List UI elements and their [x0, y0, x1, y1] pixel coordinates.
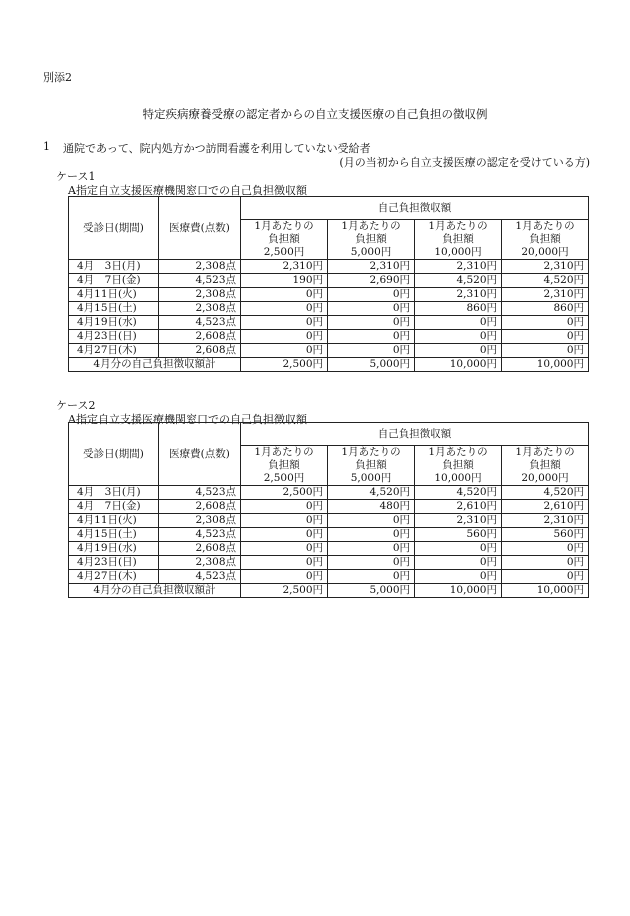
cap-line-2: 負担額	[355, 459, 387, 471]
cell-amount: 480円	[328, 500, 415, 514]
cell-amount: 560円	[502, 528, 589, 542]
cell-amount: 4,520円	[415, 486, 502, 500]
cell-amount: 0円	[415, 330, 502, 344]
col-header-fee: 医療費(点数)	[159, 197, 241, 260]
table-row	[69, 500, 589, 514]
cell-fee: 2,608点	[159, 330, 241, 344]
cell-amount: 860円	[415, 302, 502, 316]
cell-date: 4月 3日(月)	[69, 260, 159, 274]
cap-amount: 5,000円	[350, 472, 392, 484]
cap-amount: 20,000円	[521, 246, 569, 258]
cell-total: 10,000円	[415, 358, 502, 372]
total-label: 4月分の自己負担徴収額計	[69, 358, 241, 372]
col-header-cap-1	[241, 220, 328, 260]
cap-line-1: 1月あたりの	[515, 446, 575, 458]
cell-fee: 4,523点	[159, 274, 241, 288]
cell-fee: 2,308点	[159, 288, 241, 302]
cell-fee: 2,608点	[159, 542, 241, 556]
cell-amount: 0円	[415, 542, 502, 556]
cell-total: 10,000円	[415, 584, 502, 598]
cell-date: 4月19日(水)	[69, 542, 159, 556]
cell-amount: 0円	[415, 570, 502, 584]
col-header-cap-2	[328, 446, 415, 486]
cell-amount: 0円	[502, 330, 589, 344]
col-header-cap-3	[415, 446, 502, 486]
cell-fee: 4,523点	[159, 486, 241, 500]
col-header-cap-4	[502, 220, 589, 260]
section-title: 通院であって、院内処方かつ訪問看護を利用していない受給者	[63, 142, 371, 155]
cap-amount: 2,500円	[263, 246, 305, 258]
cell-fee: 2,308点	[159, 302, 241, 316]
cap-amount: 20,000円	[521, 472, 569, 484]
cell-fee: 4,523点	[159, 528, 241, 542]
cap-line-1: 1月あたりの	[254, 220, 314, 232]
cell-amount: 0円	[502, 316, 589, 330]
cell-amount: 860円	[502, 302, 589, 316]
table-row	[69, 542, 589, 556]
cell-amount: 0円	[502, 556, 589, 570]
cell-total: 2,500円	[241, 358, 328, 372]
cell-amount: 0円	[502, 344, 589, 358]
case-1-description: A指定自立支援医療機関窓口での自己負担徴収額	[68, 184, 307, 197]
cell-amount: 0円	[328, 542, 415, 556]
cell-amount: 2,310円	[502, 514, 589, 528]
table-row	[69, 274, 589, 288]
cell-date: 4月23日(日)	[69, 330, 159, 344]
total-label: 4月分の自己負担徴収額計	[69, 584, 241, 598]
col-header-group: 自己負担徴収額	[241, 423, 589, 446]
cell-amount: 0円	[328, 302, 415, 316]
cell-amount: 0円	[415, 316, 502, 330]
case-2-table	[68, 422, 589, 598]
cell-amount: 0円	[328, 528, 415, 542]
cell-date: 4月15日(土)	[69, 302, 159, 316]
cell-amount: 0円	[502, 542, 589, 556]
cap-line-2: 負担額	[529, 233, 561, 245]
cell-date: 4月 7日(金)	[69, 500, 159, 514]
cell-date: 4月 3日(月)	[69, 486, 159, 500]
col-header-fee: 医療費(点数)	[159, 423, 241, 486]
cell-amount: 0円	[328, 344, 415, 358]
cap-line-1: 1月あたりの	[428, 446, 488, 458]
cell-amount: 0円	[241, 330, 328, 344]
col-header-cap-4	[502, 446, 589, 486]
cell-amount: 0円	[328, 316, 415, 330]
col-header-cap-2	[328, 220, 415, 260]
cell-amount: 0円	[328, 514, 415, 528]
header-row	[69, 197, 589, 220]
table-row	[69, 570, 589, 584]
cell-amount: 0円	[328, 556, 415, 570]
cell-amount: 2,310円	[415, 514, 502, 528]
cell-amount: 2,310円	[241, 260, 328, 274]
cell-amount: 0円	[328, 570, 415, 584]
case-2-description: A指定自立支援医療機関窓口での自己負担徴収額	[68, 413, 307, 426]
cap-amount: 5,000円	[350, 246, 392, 258]
cap-line-2: 負担額	[529, 459, 561, 471]
cap-line-1: 1月あたりの	[254, 446, 314, 458]
cell-amount: 0円	[241, 288, 328, 302]
table-row	[69, 260, 589, 274]
cell-amount: 0円	[241, 514, 328, 528]
cell-amount: 0円	[415, 556, 502, 570]
cell-amount: 0円	[241, 542, 328, 556]
cell-date: 4月11日(火)	[69, 514, 159, 528]
document-title: 特定疾病療養受療の認定者からの自立支援医療の自己負担の徴収例	[142, 107, 488, 121]
cell-amount: 2,310円	[502, 288, 589, 302]
cap-line-1: 1月あたりの	[515, 220, 575, 232]
col-header-cap-3	[415, 220, 502, 260]
cell-amount: 4,520円	[328, 486, 415, 500]
col-header-group: 自己負担徴収額	[241, 197, 589, 220]
cell-total: 5,000円	[328, 358, 415, 372]
cap-line-2: 負担額	[442, 459, 474, 471]
cell-amount: 2,310円	[415, 288, 502, 302]
cell-amount: 4,520円	[415, 274, 502, 288]
annex-label: 別添2	[43, 71, 72, 84]
header-row	[69, 423, 589, 446]
cell-amount: 4,520円	[502, 486, 589, 500]
table-row	[69, 330, 589, 344]
table-row	[69, 486, 589, 500]
cell-amount: 0円	[415, 344, 502, 358]
cell-date: 4月27日(木)	[69, 344, 159, 358]
cap-line-2: 負担額	[442, 233, 474, 245]
col-header-cap-1	[241, 446, 328, 486]
case-1-label: ケース1	[56, 170, 96, 183]
table-row	[69, 514, 589, 528]
cap-line-1: 1月あたりの	[341, 446, 401, 458]
cell-amount: 2,310円	[328, 260, 415, 274]
cell-amount: 0円	[241, 302, 328, 316]
cap-amount: 10,000円	[434, 472, 482, 484]
cell-date: 4月 7日(金)	[69, 274, 159, 288]
cell-fee: 2,308点	[159, 556, 241, 570]
case-1-table	[68, 196, 589, 372]
cell-amount: 0円	[328, 288, 415, 302]
cell-date: 4月27日(木)	[69, 570, 159, 584]
cell-amount: 0円	[241, 500, 328, 514]
cap-amount: 10,000円	[434, 246, 482, 258]
table-row	[69, 528, 589, 542]
col-header-date: 受診日(期間)	[69, 423, 159, 486]
cell-amount: 2,500円	[241, 486, 328, 500]
cell-total: 10,000円	[502, 584, 589, 598]
cell-amount: 2,690円	[328, 274, 415, 288]
cell-amount: 0円	[241, 570, 328, 584]
cell-fee: 2,308点	[159, 260, 241, 274]
section-number: 1	[43, 140, 50, 153]
cell-amount: 0円	[502, 570, 589, 584]
cell-fee: 2,608点	[159, 500, 241, 514]
cell-fee: 2,308点	[159, 514, 241, 528]
cell-amount: 2,310円	[415, 260, 502, 274]
cell-date: 4月23日(日)	[69, 556, 159, 570]
table-row	[69, 302, 589, 316]
section-note: (月の当初から自立支援医療の認定を受けている方)	[339, 156, 590, 169]
cell-amount: 2,310円	[502, 260, 589, 274]
cap-line-2: 負担額	[355, 233, 387, 245]
table-row	[69, 288, 589, 302]
cell-amount: 2,610円	[415, 500, 502, 514]
table-row	[69, 316, 589, 330]
total-row	[69, 358, 589, 372]
cap-line-1: 1月あたりの	[428, 220, 488, 232]
cell-amount: 0円	[241, 528, 328, 542]
cell-amount: 0円	[241, 316, 328, 330]
case-2-label: ケース2	[56, 399, 96, 412]
cell-total: 2,500円	[241, 584, 328, 598]
cell-date: 4月15日(土)	[69, 528, 159, 542]
cap-amount: 2,500円	[263, 472, 305, 484]
cell-amount: 0円	[328, 330, 415, 344]
cell-date: 4月11日(火)	[69, 288, 159, 302]
cell-total: 5,000円	[328, 584, 415, 598]
cell-amount: 190円	[241, 274, 328, 288]
cell-total: 10,000円	[502, 358, 589, 372]
cell-fee: 4,523点	[159, 316, 241, 330]
cell-amount: 4,520円	[502, 274, 589, 288]
cell-date: 4月19日(水)	[69, 316, 159, 330]
table-row	[69, 556, 589, 570]
cell-amount: 2,610円	[502, 500, 589, 514]
total-row	[69, 584, 589, 598]
cap-line-1: 1月あたりの	[341, 220, 401, 232]
cap-line-2: 負担額	[268, 233, 300, 245]
cell-amount: 560円	[415, 528, 502, 542]
col-header-date: 受診日(期間)	[69, 197, 159, 260]
cell-fee: 2,608点	[159, 344, 241, 358]
cell-amount: 0円	[241, 344, 328, 358]
cell-fee: 4,523点	[159, 570, 241, 584]
cell-amount: 0円	[241, 556, 328, 570]
cap-line-2: 負担額	[268, 459, 300, 471]
table-row	[69, 344, 589, 358]
